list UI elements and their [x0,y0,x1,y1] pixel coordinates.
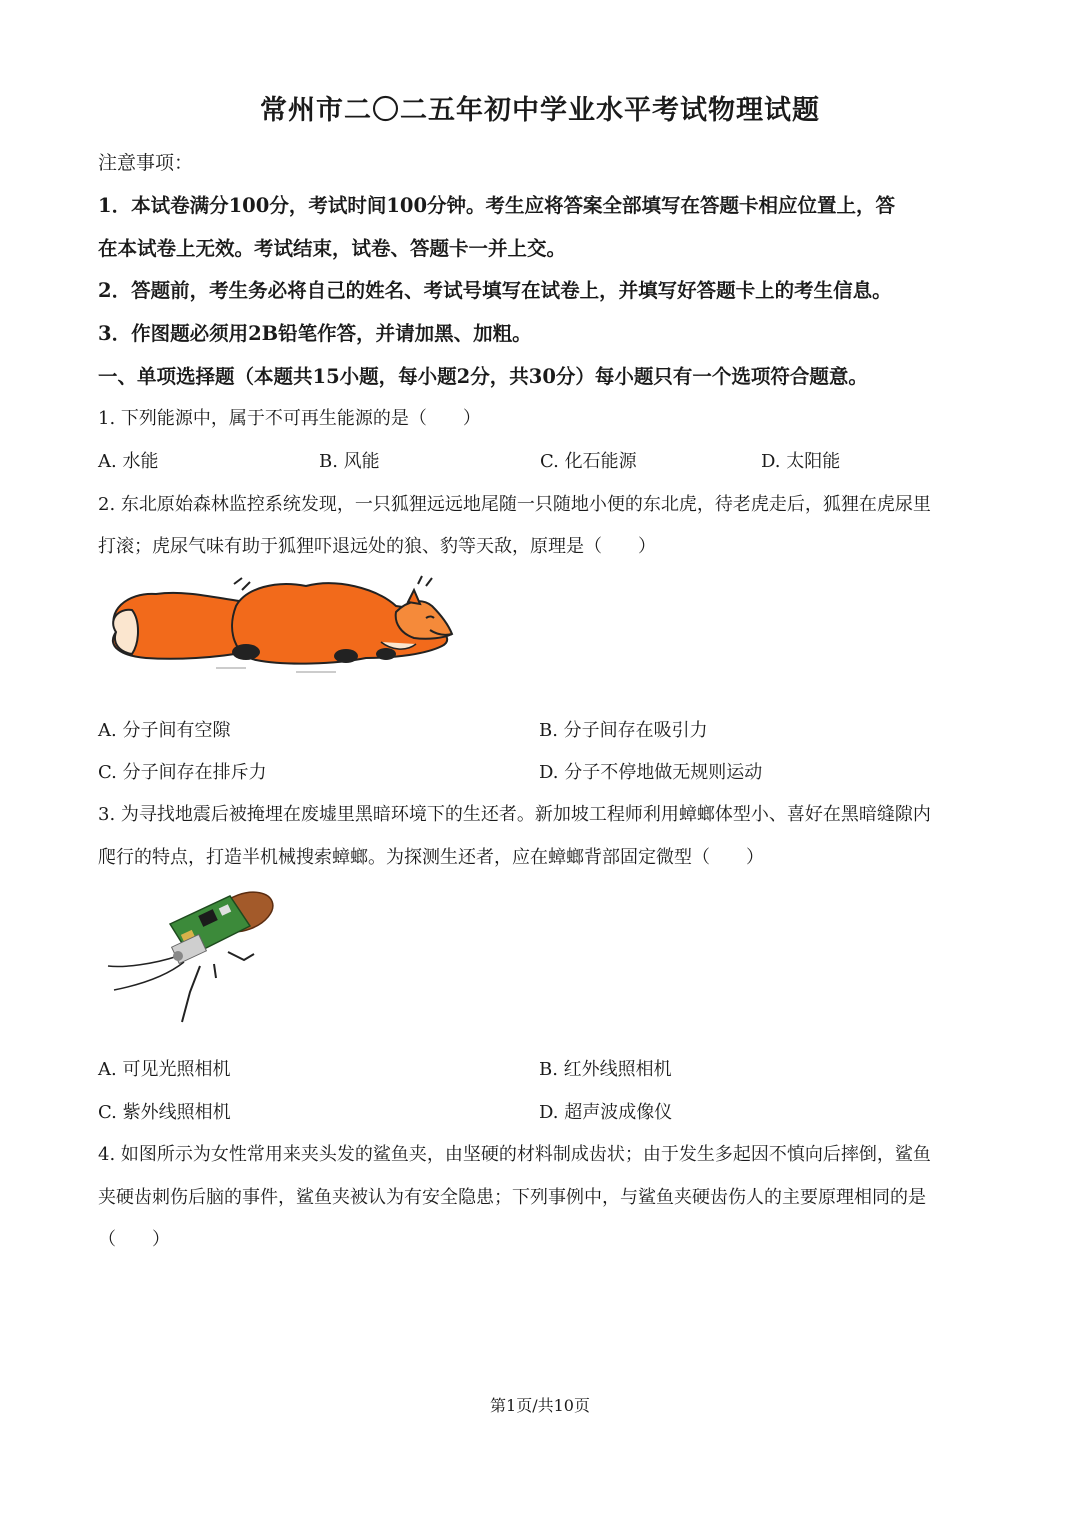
question-4-stem-line-2: 夹硬齿刺伤后脑的事件，鲨鱼夹被认为有安全隐患；下列事例中，与鲨鱼夹硬齿伤人的主要原理相同的是 [98,1187,926,1208]
note-1-b1: 100 [228,194,270,217]
page-title: 常州市二〇二五年初中学业水平考试物理试题 [260,95,820,126]
question-2-option-a[interactable]: A. 分子间有空隙 [98,720,231,741]
question-4-stem-line-3: （ ） [98,1229,170,1250]
question-3-option-a[interactable]: A. 可见光照相机 [98,1059,231,1080]
note-2-num: 2． [98,279,132,302]
question-3-stem-line-1: 3. 为寻找地震后被掩埋在废墟里黑暗环境下的生还者。新加坡工程师利用蟑螂体型小、喜好在黑暗缝隙内 [98,804,931,825]
note-1-text-b: 分，考试时间 [269,194,387,217]
notes-heading: 注意事项： [98,152,194,174]
note-1-continued: 在本试卷上无效。考试结束，试卷、答题卡一并上交。 [98,237,567,260]
note-3-b1: 2B [248,322,279,345]
question-3-option-d[interactable]: D. 超声波成像仪 [539,1102,673,1123]
question-3-option-c[interactable]: C. 紫外线照相机 [98,1102,231,1123]
note-3 [98,318,988,346]
question-4-stem-line-1: 4. 如图所示为女性常用来夹头发的鲨鱼夹，由坚硬的材料制成齿状；由于发生多起因不慎向后摔倒，鲨鱼 [98,1144,931,1165]
question-2-stem-line-1: 2. 东北原始森林监控系统发现，一只狐狸远远地尾随一只随地小便的东北虎，待老虎走后，狐狸在虎尿里 [98,494,931,515]
question-2-stem-line-2: 打滚；虎尿气味有助于狐狸吓退远处的狼、豹等天敌，原理是（ ） [98,536,656,557]
note-3-text-a: 作图题必须用 [131,322,249,345]
question-2-option-d[interactable]: D. 分子不停地做无规则运动 [539,762,763,783]
question-2-option-b[interactable]: B. 分子间存在吸引力 [539,720,708,741]
note-3-num: 3． [98,322,132,345]
section-prefix: 一、单项选择题（本题共 [98,365,313,388]
note-2-text: 答题前，考生务必将自己的姓名、考试号填写在试卷上，并填写好答题卡上的考生信息。 [131,279,892,302]
page-footer: 第1页/共10页 [490,1396,590,1415]
question-2-option-c[interactable]: C. 分子间存在排斥力 [98,762,267,783]
section-suffix: 分）每小题只有一个选项符合题意。 [555,365,868,388]
note-1-b2: 100 [386,194,428,217]
question-3-stem-line-2: 爬行的特点，打造半机械搜索蟑螂。为探测生还者，应在蟑螂背部固定微型（ ） [98,847,764,868]
section-mid-2: 分，共 [470,365,529,388]
note-3-text-b: 铅笔作答，并请加黑、加粗。 [278,322,532,345]
question-1-option-d[interactable]: D. 太阳能 [761,451,841,472]
section-count: 15 [312,365,340,388]
question-1-option-a[interactable]: A. 水能 [98,451,159,472]
section-mid-1: 小题，每小题 [339,365,457,388]
question-3-option-b[interactable]: B. 红外线照相机 [539,1059,672,1080]
section-total: 30 [528,365,556,388]
question-1-option-c[interactable]: C. 化石能源 [540,451,637,472]
cyborg-cockroach-photo [104,882,284,1032]
note-1-num: 1． [98,194,132,217]
note-1-text-a: 本试卷满分 [131,194,229,217]
note-2 [98,275,988,303]
question-1-stem: 1. 下列能源中，属于不可再生能源的是（ ） [98,408,481,429]
section-heading [98,361,988,389]
note-1-text-c: 分钟。考生应将答案全部填写在答题卡相应位置上，答 [427,194,896,217]
note-1 [98,190,988,218]
question-1-option-b[interactable]: B. 风能 [319,451,380,472]
section-points: 2 [456,365,471,388]
fox-illustration [96,572,466,682]
